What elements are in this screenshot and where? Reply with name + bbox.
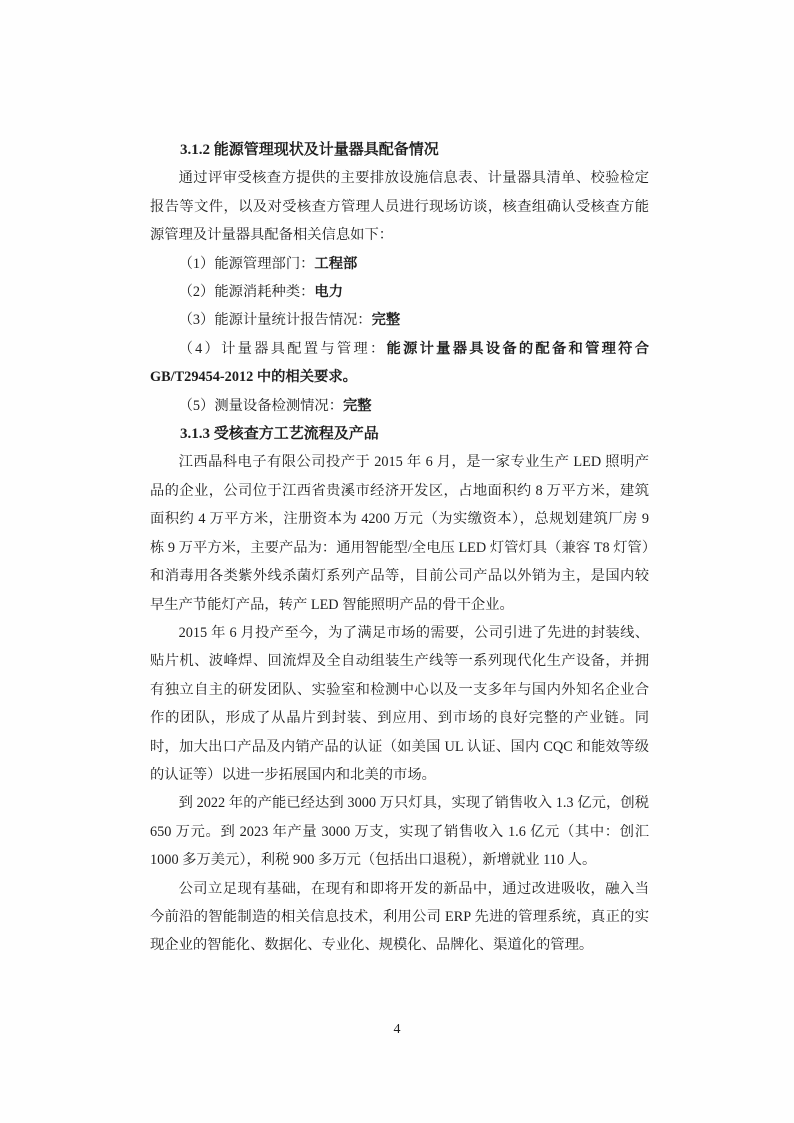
paragraph-verification-summary: 通过评审受核查方提供的主要排放设施信息表、计量器具清单、校验检定报告等文件，以及对受核查方管理人员进行现场访谈，核查组确认受核查方能源管理及计量器具配备相关信息如下：	[150, 170, 649, 244]
list-item-energy-dept	[150, 250, 649, 278]
list-item-energy-type	[150, 278, 649, 306]
list-item-label: （3）能源计量统计报告情况：	[178, 312, 372, 329]
paragraph-capacity-revenue: 到 2022 年的产能已经达到 3000 万只灯具，实现了销售收入 1.3 亿元，创税 650 万元。到 2023 年产量 3000 万支，实现了销售收入 1.6 亿元（其中：创汇 1000 多万美元），利税 900 多万元（包括出口退税），新增就业 110 人。	[150, 795, 649, 869]
section-heading-313: 3.1.3 受核查方工艺流程及产品	[180, 426, 379, 443]
list-item-label: （1）能源管理部门：	[178, 255, 315, 272]
list-item-value: 完整	[343, 397, 372, 414]
list-item-label: （2）能源消耗种类：	[178, 284, 315, 301]
paragraph-production-equipment: 2015 年 6 月投产至今，为了满足市场的需要，公司引进了先进的封装线、贴片机、波峰焊、回流焊及全自动组装生产线等一系列现代化生产设备，并拥有独立自主的研发团队、实验室和检测中心以及一支多年与国内外知名企业合作的团队，形成了从晶片到封装、到应用、到市场的良好完整的产业链。同时，加大出口产品及内销产品的认证（如美国 UL 认证、国内 CQC 和能效等级的认证等）以进一步拓展国内和北美的市场。	[150, 624, 649, 783]
list-item-measuring-device	[150, 392, 649, 420]
list-item-value: 工程部	[314, 255, 358, 272]
list-item-label: （5）测量设备检测情况：	[178, 397, 344, 414]
list-item-value: 电力	[314, 284, 344, 301]
list-item-metering-report	[150, 306, 649, 334]
list-item-value: 能源计量器具设备的配备和管理符合 GB/T29454-2012 中的相关要求。	[150, 340, 649, 386]
paragraph-company-intro: 江西晶科电子有限公司投产于 2015 年 6 月，是一家专业生产 LED 照明产品的企业，公司位于江西省贵溪市经济开发区，占地面积约 8 万平方米，建筑面积约 4 万平方米，注册资本为 4200 万元（为实缴资本），总规划建筑厂房 9 栋 9 万平方米，主要产品为：通用智能型/全电压 LED 灯管灯具（兼容 T8 灯管）和消毒用各类紫外线杀菌灯系列产品等，目前公司产品以外销为主，是国内较早生产节能灯产品，转产 LED 智能照明产品的骨干企业。	[150, 454, 649, 613]
page-number: 4	[393, 1022, 401, 1037]
list-item-instrument-config	[150, 335, 649, 392]
list-item-value: 完整	[371, 312, 401, 329]
list-item-label: （4）计量器具配置与管理：	[178, 340, 387, 357]
section-heading-312: 3.1.2 能源管理现状及计量器具配备情况	[180, 142, 439, 158]
document-body	[150, 136, 649, 960]
paragraph-erp-management: 公司立足现有基础，在现有和即将开发的新品中，通过改进吸收，融入当今前沿的智能制造的相关信息技术，利用公司 ERP 先进的管理系统，真正的实现企业的智能化、数据化、专业化、规模化、品牌化、渠道化的管理。	[150, 880, 649, 954]
